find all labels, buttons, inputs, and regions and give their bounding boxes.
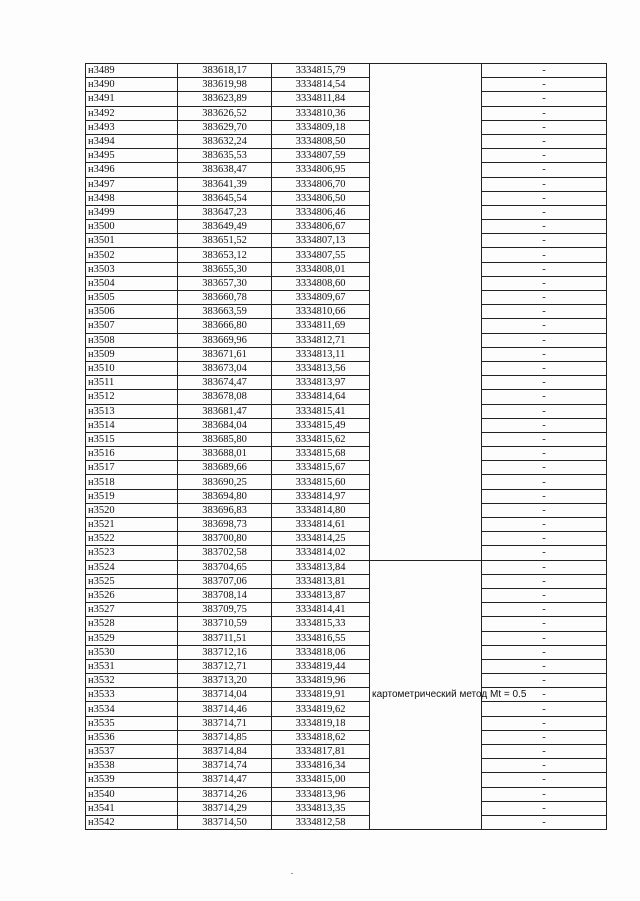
table-row [86, 191, 607, 205]
point-name-cell: н3510 [86, 361, 178, 375]
table-row [86, 205, 607, 219]
point-name-cell: н3534 [86, 702, 178, 716]
y-coordinate-cell: 3334814,54 [272, 78, 370, 92]
note-cell: - [482, 574, 607, 588]
x-coordinate-cell: 383702,58 [178, 546, 272, 560]
note-cell: - [482, 603, 607, 617]
x-coordinate-cell: 383714,85 [178, 730, 272, 744]
x-coordinate-cell: 383704,65 [178, 560, 272, 574]
table-row [86, 262, 607, 276]
y-coordinate-cell: 3334817,81 [272, 745, 370, 759]
x-coordinate-cell: 383690,25 [178, 475, 272, 489]
x-coordinate-cell: 383689,66 [178, 461, 272, 475]
x-coordinate-cell: 383681,47 [178, 404, 272, 418]
table-row [86, 518, 607, 532]
note-cell: - [482, 560, 607, 574]
x-coordinate-cell: 383700,80 [178, 532, 272, 546]
note-cell: - [482, 276, 607, 290]
point-name-cell: н3528 [86, 617, 178, 631]
table-row [86, 106, 607, 120]
x-coordinate-cell: 383696,83 [178, 503, 272, 517]
table-row [86, 432, 607, 446]
point-name-cell: н3509 [86, 347, 178, 361]
y-coordinate-cell: 3334818,06 [272, 645, 370, 659]
note-cell: - [482, 305, 607, 319]
point-name-cell: н3523 [86, 546, 178, 560]
y-coordinate-cell: 3334815,67 [272, 461, 370, 475]
note-cell: - [482, 248, 607, 262]
note-cell: - [482, 134, 607, 148]
note-cell: - [482, 149, 607, 163]
y-coordinate-cell: 3334813,87 [272, 588, 370, 602]
note-cell: - [482, 418, 607, 432]
table-row [86, 489, 607, 503]
note-cell: - [482, 588, 607, 602]
point-name-cell: н3517 [86, 461, 178, 475]
x-coordinate-cell: 383714,26 [178, 787, 272, 801]
note-cell: - [482, 404, 607, 418]
note-cell: - [482, 461, 607, 475]
y-coordinate-cell: 3334806,46 [272, 205, 370, 219]
point-name-cell: н3508 [86, 333, 178, 347]
table-row [86, 333, 607, 347]
x-coordinate-cell: 383618,17 [178, 64, 272, 78]
table-row [86, 716, 607, 730]
note-cell: - [482, 503, 607, 517]
method-cell: картометрический метод Mt = 0.5 [370, 560, 482, 830]
table-row [86, 163, 607, 177]
x-coordinate-cell: 383714,04 [178, 688, 272, 702]
x-coordinate-cell: 383714,47 [178, 773, 272, 787]
y-coordinate-cell: 3334815,79 [272, 64, 370, 78]
point-name-cell: н3537 [86, 745, 178, 759]
point-name-cell: н3535 [86, 716, 178, 730]
point-name-cell: н3536 [86, 730, 178, 744]
y-coordinate-cell: 3334813,35 [272, 801, 370, 815]
table-row [86, 418, 607, 432]
point-name-cell: н3516 [86, 447, 178, 461]
y-coordinate-cell: 3334814,61 [272, 518, 370, 532]
y-coordinate-cell: 3334810,66 [272, 305, 370, 319]
note-cell: - [482, 319, 607, 333]
y-coordinate-cell: 3334814,64 [272, 390, 370, 404]
x-coordinate-cell: 383711,51 [178, 631, 272, 645]
point-name-cell: н3539 [86, 773, 178, 787]
y-coordinate-cell: 3334819,91 [272, 688, 370, 702]
table-row [86, 745, 607, 759]
point-name-cell: н3494 [86, 134, 178, 148]
table-row [86, 347, 607, 361]
note-cell: - [482, 787, 607, 801]
x-coordinate-cell: 383623,89 [178, 92, 272, 106]
table-row [86, 588, 607, 602]
point-name-cell: н3498 [86, 191, 178, 205]
point-name-cell: н3493 [86, 120, 178, 134]
point-name-cell: н3505 [86, 291, 178, 305]
table-row [86, 801, 607, 815]
point-name-cell: н3513 [86, 404, 178, 418]
x-coordinate-cell: 383678,08 [178, 390, 272, 404]
x-coordinate-cell: 383641,39 [178, 177, 272, 191]
note-cell: - [482, 518, 607, 532]
note-cell: - [482, 177, 607, 191]
y-coordinate-cell: 3334814,25 [272, 532, 370, 546]
y-coordinate-cell: 3334813,56 [272, 361, 370, 375]
y-coordinate-cell: 3334807,13 [272, 234, 370, 248]
note-cell: - [482, 78, 607, 92]
note-cell: - [482, 333, 607, 347]
table-row [86, 149, 607, 163]
x-coordinate-cell: 383671,61 [178, 347, 272, 361]
x-coordinate-cell: 383626,52 [178, 106, 272, 120]
point-name-cell: н3524 [86, 560, 178, 574]
table-row [86, 92, 607, 106]
table-row [86, 631, 607, 645]
table-row [86, 447, 607, 461]
x-coordinate-cell: 383712,71 [178, 659, 272, 673]
note-cell: - [482, 106, 607, 120]
x-coordinate-cell: 383708,14 [178, 588, 272, 602]
point-name-cell: н3502 [86, 248, 178, 262]
y-coordinate-cell: 3334808,60 [272, 276, 370, 290]
y-coordinate-cell: 3334813,11 [272, 347, 370, 361]
x-coordinate-cell: 383713,20 [178, 674, 272, 688]
note-cell: - [482, 532, 607, 546]
x-coordinate-cell: 383688,01 [178, 447, 272, 461]
table-row [86, 603, 607, 617]
point-name-cell: н3512 [86, 390, 178, 404]
table-row [86, 390, 607, 404]
table-row [86, 305, 607, 319]
note-cell: - [482, 347, 607, 361]
y-coordinate-cell: 3334806,50 [272, 191, 370, 205]
table-row [86, 78, 607, 92]
note-cell: - [482, 745, 607, 759]
x-coordinate-cell: 383714,46 [178, 702, 272, 716]
note-cell: - [482, 205, 607, 219]
y-coordinate-cell: 3334815,68 [272, 447, 370, 461]
x-coordinate-cell: 383714,71 [178, 716, 272, 730]
table-row [86, 276, 607, 290]
table-row [86, 730, 607, 744]
point-name-cell: н3501 [86, 234, 178, 248]
y-coordinate-cell: 3334815,41 [272, 404, 370, 418]
note-cell: - [482, 674, 607, 688]
table-row [86, 815, 607, 829]
note-cell: - [482, 376, 607, 390]
table-row [86, 120, 607, 134]
x-coordinate-cell: 383653,12 [178, 248, 272, 262]
note-cell: - [482, 716, 607, 730]
note-cell: - [482, 730, 607, 744]
point-name-cell: н3533 [86, 688, 178, 702]
point-name-cell: н3525 [86, 574, 178, 588]
point-name-cell: н3489 [86, 64, 178, 78]
x-coordinate-cell: 383663,59 [178, 305, 272, 319]
table-row [86, 688, 607, 702]
x-coordinate-cell: 383709,75 [178, 603, 272, 617]
table-row [86, 291, 607, 305]
point-name-cell: н3496 [86, 163, 178, 177]
x-coordinate-cell: 383698,73 [178, 518, 272, 532]
y-coordinate-cell: 3334819,96 [272, 674, 370, 688]
coordinates-table-body [86, 64, 607, 830]
note-cell: - [482, 631, 607, 645]
y-coordinate-cell: 3334812,71 [272, 333, 370, 347]
y-coordinate-cell: 3334816,34 [272, 759, 370, 773]
y-coordinate-cell: 3334807,59 [272, 149, 370, 163]
point-name-cell: н3520 [86, 503, 178, 517]
x-coordinate-cell: 383685,80 [178, 432, 272, 446]
x-coordinate-cell: 383635,53 [178, 149, 272, 163]
table-row [86, 475, 607, 489]
note-cell: - [482, 801, 607, 815]
table-row [86, 177, 607, 191]
y-coordinate-cell: 3334810,36 [272, 106, 370, 120]
y-coordinate-cell: 3334816,55 [272, 631, 370, 645]
table-row [86, 617, 607, 631]
table-row [86, 674, 607, 688]
point-name-cell: н3492 [86, 106, 178, 120]
table-row [86, 134, 607, 148]
point-name-cell: н3499 [86, 205, 178, 219]
y-coordinate-cell: 3334811,69 [272, 319, 370, 333]
table-row [86, 532, 607, 546]
point-name-cell: н3500 [86, 220, 178, 234]
x-coordinate-cell: 383673,04 [178, 361, 272, 375]
note-cell: - [482, 234, 607, 248]
point-name-cell: н3521 [86, 518, 178, 532]
x-coordinate-cell: 383714,74 [178, 759, 272, 773]
point-name-cell: н3542 [86, 815, 178, 829]
coordinates-table [85, 63, 607, 830]
table-row [86, 404, 607, 418]
note-cell: - [482, 191, 607, 205]
x-coordinate-cell: 383619,98 [178, 78, 272, 92]
x-coordinate-cell: 383660,78 [178, 291, 272, 305]
note-cell: - [482, 291, 607, 305]
point-name-cell: н3530 [86, 645, 178, 659]
y-coordinate-cell: 3334809,67 [272, 291, 370, 305]
point-name-cell: н3506 [86, 305, 178, 319]
table-row [86, 361, 607, 375]
point-name-cell: н3519 [86, 489, 178, 503]
y-coordinate-cell: 3334815,00 [272, 773, 370, 787]
point-name-cell: н3540 [86, 787, 178, 801]
point-name-cell: н3495 [86, 149, 178, 163]
y-coordinate-cell: 3334818,62 [272, 730, 370, 744]
point-name-cell: н3515 [86, 432, 178, 446]
table-row [86, 702, 607, 716]
y-coordinate-cell: 3334809,18 [272, 120, 370, 134]
y-coordinate-cell: 3334815,60 [272, 475, 370, 489]
point-name-cell: н3527 [86, 603, 178, 617]
y-coordinate-cell: 3334813,84 [272, 560, 370, 574]
note-cell: - [482, 220, 607, 234]
y-coordinate-cell: 3334813,81 [272, 574, 370, 588]
note-cell: - [482, 688, 607, 702]
note-cell: - [482, 120, 607, 134]
x-coordinate-cell: 383645,54 [178, 191, 272, 205]
table-row [86, 546, 607, 560]
note-cell: - [482, 702, 607, 716]
point-name-cell: н3532 [86, 674, 178, 688]
point-name-cell: н3526 [86, 588, 178, 602]
table-row [86, 574, 607, 588]
x-coordinate-cell: 383655,30 [178, 262, 272, 276]
x-coordinate-cell: 383710,59 [178, 617, 272, 631]
note-cell: - [482, 447, 607, 461]
note-cell: - [482, 361, 607, 375]
point-name-cell: н3503 [86, 262, 178, 276]
x-coordinate-cell: 383649,49 [178, 220, 272, 234]
note-cell: - [482, 645, 607, 659]
x-coordinate-cell: 383632,24 [178, 134, 272, 148]
x-coordinate-cell: 383651,52 [178, 234, 272, 248]
y-coordinate-cell: 3334814,02 [272, 546, 370, 560]
note-cell: - [482, 815, 607, 829]
y-coordinate-cell: 3334819,18 [272, 716, 370, 730]
note-cell: - [482, 64, 607, 78]
table-row [86, 64, 607, 78]
y-coordinate-cell: 3334806,95 [272, 163, 370, 177]
table-row [86, 248, 607, 262]
note-cell: - [482, 659, 607, 673]
table-row [86, 376, 607, 390]
y-coordinate-cell: 3334813,97 [272, 376, 370, 390]
method-cell [370, 64, 482, 561]
point-name-cell: н3538 [86, 759, 178, 773]
table-row [86, 659, 607, 673]
x-coordinate-cell: 383629,70 [178, 120, 272, 134]
table-row [86, 461, 607, 475]
point-name-cell: н3497 [86, 177, 178, 191]
table-row [86, 220, 607, 234]
point-name-cell: н3541 [86, 801, 178, 815]
y-coordinate-cell: 3334815,49 [272, 418, 370, 432]
x-coordinate-cell: 383674,47 [178, 376, 272, 390]
x-coordinate-cell: 383714,50 [178, 815, 272, 829]
y-coordinate-cell: 3334819,44 [272, 659, 370, 673]
point-name-cell: н3511 [86, 376, 178, 390]
x-coordinate-cell: 383712,16 [178, 645, 272, 659]
y-coordinate-cell: 3334813,96 [272, 787, 370, 801]
x-coordinate-cell: 383694,80 [178, 489, 272, 503]
point-name-cell: н3490 [86, 78, 178, 92]
x-coordinate-cell: 383666,80 [178, 319, 272, 333]
point-name-cell: н3531 [86, 659, 178, 673]
table-row [86, 503, 607, 517]
point-name-cell: н3507 [86, 319, 178, 333]
y-coordinate-cell: 3334806,67 [272, 220, 370, 234]
y-coordinate-cell: 3334814,80 [272, 503, 370, 517]
note-cell: - [482, 432, 607, 446]
table-row [86, 645, 607, 659]
table-row [86, 787, 607, 801]
y-coordinate-cell: 3334808,01 [272, 262, 370, 276]
table-row [86, 234, 607, 248]
point-name-cell: н3529 [86, 631, 178, 645]
note-cell: - [482, 390, 607, 404]
note-cell: - [482, 773, 607, 787]
table-row [86, 759, 607, 773]
point-name-cell: н3514 [86, 418, 178, 432]
table-row [86, 773, 607, 787]
point-name-cell: н3518 [86, 475, 178, 489]
point-name-cell: н3522 [86, 532, 178, 546]
y-coordinate-cell: 3334815,62 [272, 432, 370, 446]
x-coordinate-cell: 383684,04 [178, 418, 272, 432]
y-coordinate-cell: 3334811,84 [272, 92, 370, 106]
note-cell: - [482, 617, 607, 631]
note-cell: - [482, 163, 607, 177]
note-cell: - [482, 759, 607, 773]
table-row [86, 560, 607, 574]
x-coordinate-cell: 383638,47 [178, 163, 272, 177]
x-coordinate-cell: 383669,96 [178, 333, 272, 347]
note-cell: - [482, 262, 607, 276]
y-coordinate-cell: 3334819,62 [272, 702, 370, 716]
note-cell: - [482, 475, 607, 489]
note-cell: - [482, 92, 607, 106]
note-cell: - [482, 489, 607, 503]
y-coordinate-cell: 3334807,55 [272, 248, 370, 262]
y-coordinate-cell: 3334808,50 [272, 134, 370, 148]
y-coordinate-cell: 3334814,97 [272, 489, 370, 503]
x-coordinate-cell: 383657,30 [178, 276, 272, 290]
table-row [86, 319, 607, 333]
y-coordinate-cell: 3334806,70 [272, 177, 370, 191]
x-coordinate-cell: 383714,84 [178, 745, 272, 759]
note-cell: - [482, 546, 607, 560]
point-name-cell: н3504 [86, 276, 178, 290]
y-coordinate-cell: 3334815,33 [272, 617, 370, 631]
x-coordinate-cell: 383714,29 [178, 801, 272, 815]
x-coordinate-cell: 383707,06 [178, 574, 272, 588]
point-name-cell: н3491 [86, 92, 178, 106]
x-coordinate-cell: 383647,23 [178, 205, 272, 219]
scan-speck [291, 873, 293, 874]
y-coordinate-cell: 3334812,58 [272, 815, 370, 829]
y-coordinate-cell: 3334814,41 [272, 603, 370, 617]
